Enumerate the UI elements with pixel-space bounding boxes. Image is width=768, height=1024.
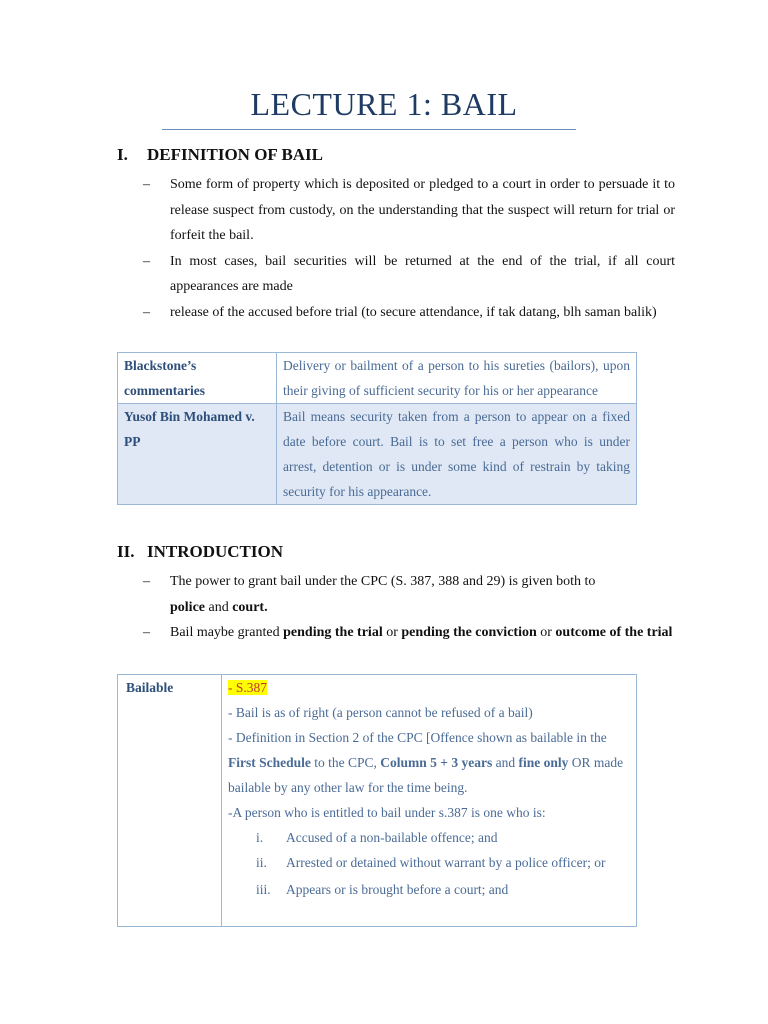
section-number: II. (117, 542, 135, 561)
table-cell-value (222, 675, 637, 927)
section-highlight: - S.387 (228, 680, 268, 695)
bailable-definition: - Definition in Section 2 of the CPC [Offence shown as bailable in the First Schedule to the CPC, Column 5 + 3 years and fine only OR made bailable by any other law for the time being. (228, 730, 624, 795)
bailable-line: - Bail is as of right (a person cannot be refused of a bail) (228, 705, 533, 720)
page-title: LECTURE 1: BAIL (250, 86, 518, 122)
list-item: iii. Appears or is brought before a court; and (256, 882, 509, 897)
list-item (117, 620, 675, 646)
bold-text: outcome of the trial (555, 625, 673, 640)
dash-bullet-icon: – (143, 177, 150, 192)
definition-bullet-list (117, 172, 675, 325)
section-heading-introduction (117, 542, 283, 562)
bailable-line: -A person who is entitled to bail under s.387 is one who is: (228, 805, 546, 820)
bullet-text: Bail maybe granted (170, 625, 284, 640)
table-cell-label: Blackstone’s commentaries (118, 353, 277, 404)
bailable-table (117, 674, 637, 927)
table-cell-label: Bailable (118, 675, 222, 927)
section-title: INTRODUCTION (147, 542, 284, 561)
table-cell-value: Delivery or bailment of a person to his sureties (bailors), upon their giving of sufficient security for his or her appearance (277, 353, 637, 404)
bullet-text: and (205, 599, 233, 615)
definition-table (117, 352, 637, 505)
list-item: i. Accused of a non-bailable offence; and (256, 830, 498, 845)
bold-text: police (170, 599, 205, 615)
bullet-text: Some form of property which is deposited or pledged to a court in order to persuade it to release suspect from custody, on the understanding that the suspect will return for trial or forfeit the bail. (170, 177, 675, 243)
table-row (118, 675, 637, 927)
dash-bullet-icon: – (143, 625, 150, 640)
dash-bullet-icon: – (143, 574, 150, 589)
section-title: DEFINITION OF BAIL (147, 145, 324, 164)
bold-text: pending the conviction (401, 625, 537, 640)
table-cell-value: Bail means security taken from a person to appear on a fixed date before court. Bail is to set free a person who is under arrest, detention or is under some kind of restrain by taking security for his appearance. (277, 404, 637, 505)
section-heading-definition (117, 145, 323, 165)
list-item (117, 249, 675, 300)
title-underline (162, 129, 576, 130)
dash-bullet-icon: – (143, 253, 150, 269)
bullet-text: release of the accused before trial (to secure attendance, if tak datang, blh saman balik) (170, 304, 657, 320)
bold-text: court. (232, 599, 268, 615)
introduction-bullet-list (117, 569, 675, 646)
dash-bullet-icon: – (143, 304, 150, 320)
bold-text: pending the trial (283, 625, 383, 640)
section-number: I. (117, 145, 128, 164)
bullet-text: The power to grant bail under the CPC (S. 387, 388 and 29) is given both to (170, 574, 596, 589)
table-row (118, 353, 637, 404)
bullet-text: or (536, 625, 556, 640)
list-item (117, 300, 675, 326)
list-item (117, 569, 675, 620)
table-row (118, 404, 637, 505)
bullet-text: or (382, 625, 402, 640)
list-item (117, 172, 675, 249)
bullet-text: In most cases, bail securities will be returned at the end of the trial, if all court appearances are made (170, 253, 675, 294)
list-item: ii. Arrested or detained without warrant by a police officer; or (256, 855, 606, 870)
table-cell-label: Yusof Bin Mohamed v. PP (118, 404, 277, 505)
